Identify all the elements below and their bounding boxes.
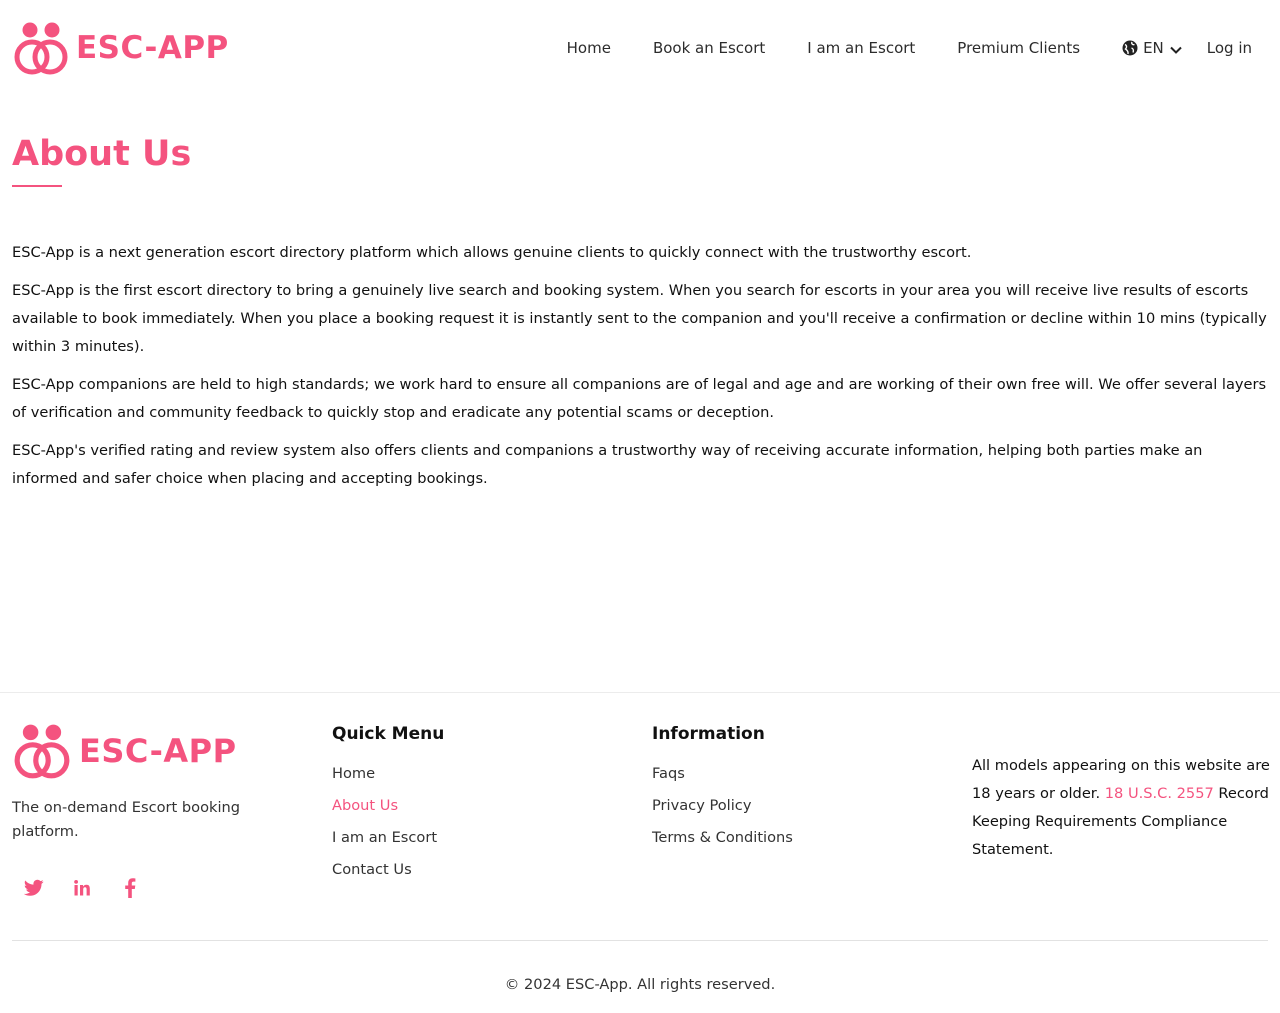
footer-divider — [12, 940, 1268, 941]
main-nav — [567, 36, 1252, 60]
about-paragraph: ESC-App's verified rating and review system also offers clients and companions a trustworthy way of receiving accurate information, helping both parties make an informed and safer choice when placing and accepting bookings. — [12, 442, 1203, 487]
rings-logo-icon — [12, 722, 72, 780]
nav-book-an-escort[interactable]: Book an Escort — [652, 39, 766, 57]
footer-link-privacy-policy[interactable]: Privacy Policy — [652, 797, 752, 814]
header-logo[interactable] — [12, 20, 229, 76]
about-paragraph: ESC-App is the first escort directory to bring a genuinely live search and booking system. When you search for escorts in your area you will receive live results of escorts available to book immediately. When you place a booking request it is instantly sent to the companion and you'll receive a confirmation or decline within 10 mins (typically within 3 minutes). — [12, 282, 1267, 355]
nav-premium-clients[interactable]: Premium Clients — [957, 39, 1081, 57]
footer-link-terms-conditions[interactable]: Terms & Conditions — [652, 829, 793, 846]
twitter-icon — [24, 879, 44, 897]
rings-logo-icon — [12, 20, 70, 76]
disclaimer-text: Record Keeping Requirements Compliance Statement. — [972, 785, 1269, 858]
footer-logo[interactable] — [12, 722, 237, 780]
chevron-down-icon — [1169, 43, 1183, 57]
disclaimer-text: All models appearing on this website are 18 years or older. — [972, 757, 1270, 802]
age-disclaimer — [972, 752, 1272, 864]
nav-home[interactable]: Home — [566, 39, 611, 57]
social-links — [12, 872, 156, 904]
linkedin-icon — [73, 879, 91, 897]
copyright: © 2024 ESC-App. All rights reserved. — [504, 976, 776, 993]
linkedin-link[interactable] — [60, 872, 104, 904]
title-underline — [12, 185, 62, 187]
about-paragraph: ESC-App companions are held to high standards; we work hard to ensure all companions are of legal and age and are working of their own free will. We offer several layers of verification and community feedback to quickly stop and eradicate any potential scams or deception. — [12, 376, 1267, 421]
footer-border — [0, 692, 1280, 693]
footer-information — [652, 718, 793, 854]
language-selector[interactable] — [1122, 39, 1183, 57]
about-content — [12, 239, 1268, 503]
footer-link-about-us[interactable]: About Us — [332, 797, 399, 814]
globe-icon — [1122, 40, 1138, 56]
twitter-link[interactable] — [12, 872, 56, 904]
logo-wordmark: ESC-APP — [79, 732, 237, 770]
logo-wordmark: ESC-APP — [76, 30, 229, 66]
about-paragraph: ESC-App is a next generation escort directory platform which allows genuine clients to quickly connect with the trustworthy escort. — [12, 244, 972, 261]
site-header — [0, 0, 1280, 96]
page-title: About Us — [12, 134, 192, 174]
footer-link-home[interactable]: Home — [332, 765, 376, 782]
footer-link-i-am-an-escort[interactable]: I am an Escort — [332, 829, 438, 846]
footer-link-faqs[interactable]: Faqs — [652, 765, 685, 782]
quick-menu-heading: Quick Menu — [332, 724, 445, 744]
nav-i-am-an-escort[interactable]: I am an Escort — [807, 39, 916, 57]
footer-link-contact-us[interactable]: Contact Us — [332, 861, 412, 878]
footer-tagline: The on-demand Escort booking platform. — [12, 799, 241, 840]
login-link[interactable]: Log in — [1206, 39, 1252, 57]
facebook-link[interactable] — [108, 872, 152, 904]
footer-quick-menu — [332, 718, 444, 886]
usc-2557-link[interactable]: 18 U.S.C. 2557 — [1104, 785, 1214, 802]
facebook-icon — [124, 878, 136, 898]
language-label: EN — [1143, 39, 1164, 57]
information-heading: Information — [652, 724, 765, 744]
